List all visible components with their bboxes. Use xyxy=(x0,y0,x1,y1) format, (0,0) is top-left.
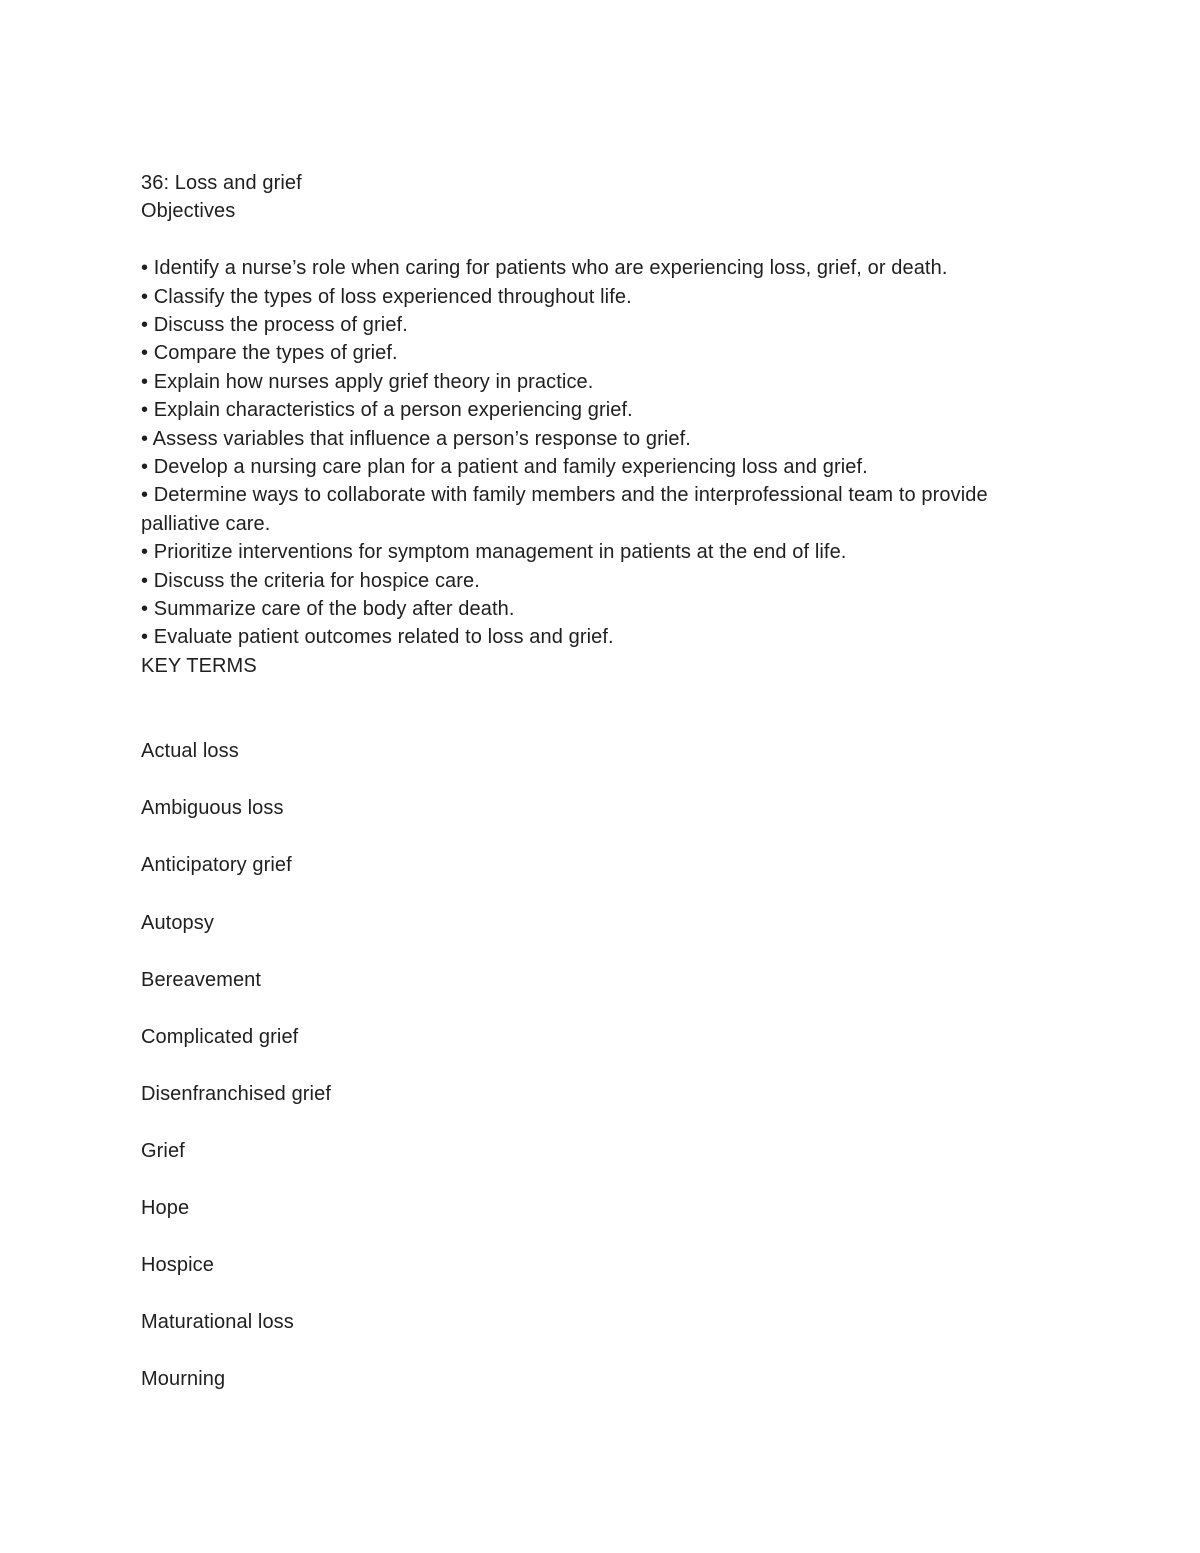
objective-item: • Assess variables that influence a person’s response to grief. xyxy=(141,427,691,450)
key-term: Maturational loss xyxy=(141,1311,294,1334)
key-term: Anticipatory grief xyxy=(141,854,292,877)
objective-item: • Classify the types of loss experienced throughout life. xyxy=(141,285,632,308)
objective-item: • Develop a nursing care plan for a patient and family experiencing loss and grief. xyxy=(141,456,868,479)
objective-item: • Summarize care of the body after death. xyxy=(141,598,515,621)
objective-item: • Compare the types of grief. xyxy=(141,342,398,365)
objective-item: • Evaluate patient outcomes related to loss and grief. xyxy=(141,626,614,649)
document-page xyxy=(141,169,1061,1422)
objectives-heading: Objectives xyxy=(141,200,236,223)
blank-line xyxy=(141,226,1061,254)
key-term: Actual loss xyxy=(141,740,239,763)
objective-item: • Discuss the criteria for hospice care. xyxy=(141,569,480,592)
objective-item: • Prioritize interventions for symptom management in patients at the end of life. xyxy=(141,541,847,564)
chapter-title: 36: Loss and grief xyxy=(141,172,302,194)
key-term: Disenfranchised grief xyxy=(141,1082,331,1105)
objective-item: • Explain characteristics of a person experiencing grief. xyxy=(141,399,633,422)
objective-item: • Determine ways to collaborate with family members and the interprofessional team to provide palliative care. xyxy=(141,484,988,535)
key-term: Hope xyxy=(141,1197,190,1220)
key-term: Bereavement xyxy=(141,968,262,991)
key-terms-heading: KEY TERMS xyxy=(141,654,257,677)
key-term: Mourning xyxy=(141,1368,226,1391)
spacer xyxy=(141,680,1061,737)
key-term: Complicated grief xyxy=(141,1025,299,1048)
key-term: Ambiguous loss xyxy=(141,797,284,820)
objective-item: • Identify a nurse’s role when caring for patients who are experiencing loss, grief, or death. xyxy=(141,257,948,280)
key-terms-list xyxy=(141,737,1061,1422)
objective-item: • Discuss the process of grief. xyxy=(141,314,408,337)
objectives-list xyxy=(141,254,1061,652)
objective-item: • Explain how nurses apply grief theory in practice. xyxy=(141,370,594,393)
key-term: Hospice xyxy=(141,1254,214,1277)
key-term: Grief xyxy=(141,1139,185,1162)
key-term: Autopsy xyxy=(141,911,214,934)
